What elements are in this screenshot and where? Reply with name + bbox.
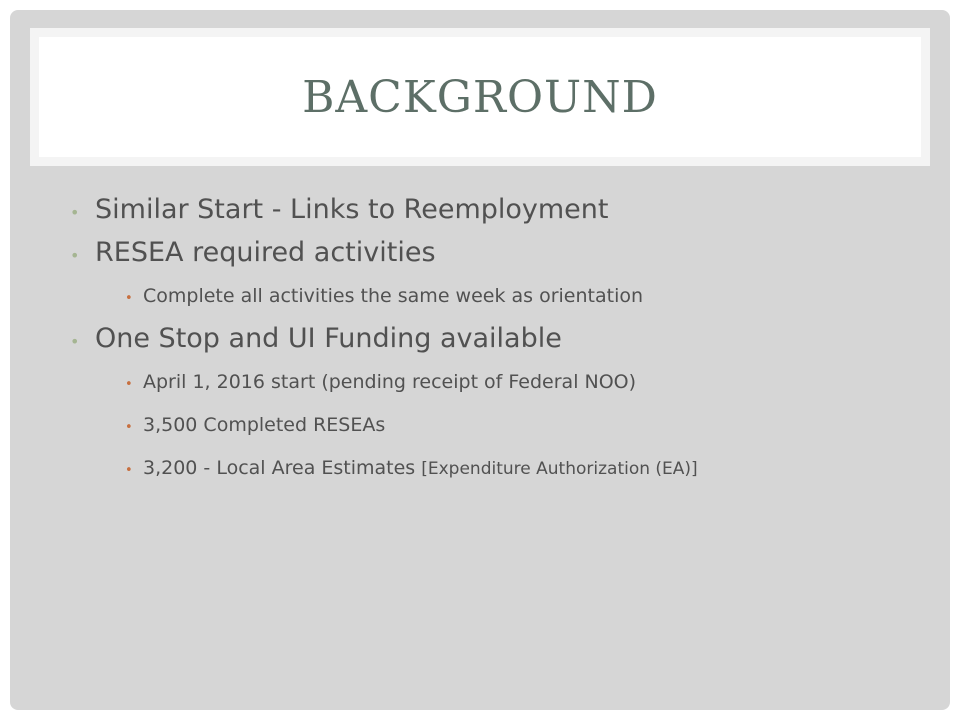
title-frame: [30, 28, 930, 166]
sub-bullet-dot-icon: •: [125, 463, 133, 478]
sub-bullet-item: [70, 448, 930, 491]
bullet-text: One Stop and UI Funding available: [95, 323, 562, 354]
sub-bullet-item: [70, 405, 930, 448]
sub-bullet-item: [70, 276, 930, 319]
sub-bullet-text: [143, 448, 698, 489]
slide: [10, 10, 950, 710]
bullet-text: RESEA required activities: [95, 237, 436, 268]
bullet-list: [70, 190, 930, 491]
sub-bullet-text: April 1, 2016 start (pending receipt of Federal NOO): [143, 371, 637, 393]
bullet-dot-icon: •: [70, 332, 80, 351]
bullet-text: Similar Start - Links to Reemployment: [95, 194, 609, 225]
sub-bullet-dot-icon: •: [125, 377, 133, 392]
bullet-dot-icon: •: [70, 246, 80, 265]
sub-bullet-main-text: 3,200 - Local Area Estimates: [143, 457, 416, 479]
bullet-dot-icon: •: [70, 203, 80, 222]
sub-bullet-text: Complete all activities the same week as orientation: [143, 285, 644, 307]
sub-bullet-dot-icon: •: [125, 420, 133, 435]
bullet-item: [70, 319, 930, 362]
sub-bullet-note-text: [Expenditure Authorization (EA)]: [421, 459, 698, 479]
sub-bullet-dot-icon: •: [125, 291, 133, 306]
title-box: [39, 37, 921, 157]
bullet-item: [70, 190, 930, 233]
sub-bullet-item: [70, 362, 930, 405]
bullet-item: [70, 233, 930, 276]
slide-title: BACKGROUND: [302, 71, 658, 123]
sub-bullet-text: 3,500 Completed RESEAs: [143, 414, 386, 436]
